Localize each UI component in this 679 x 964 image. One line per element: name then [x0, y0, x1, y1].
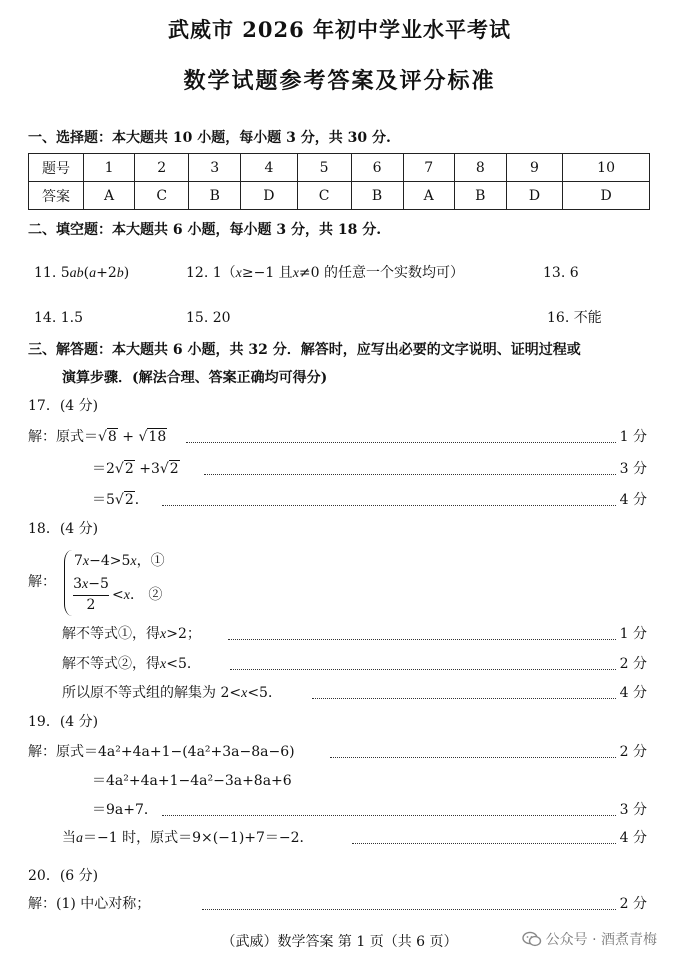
dotted-leader: [202, 909, 616, 910]
table-cell: 10: [563, 154, 650, 182]
table-cell: B: [189, 182, 241, 210]
q17-line-2: ＝2√2 +3√2: [92, 461, 179, 477]
q18-line-1: 解不等式①，得x>2；: [62, 626, 201, 642]
table-cell: B: [454, 182, 506, 210]
table-cell: D: [506, 182, 562, 210]
question-18-header: 18．(4 分): [28, 521, 99, 537]
answer-14: 14. 1.5: [34, 310, 83, 326]
fraction-bar: [73, 595, 109, 596]
question-17-header: 17．(4 分): [28, 398, 99, 414]
table-cell: 3: [189, 154, 241, 182]
dotted-leader: [228, 639, 616, 640]
table-row: [29, 182, 650, 210]
question-20-header: 20．(6 分): [28, 868, 99, 884]
section-3-heading-cont: 演算步骤．(解法合理、答案正确均可得分): [62, 370, 328, 386]
table-cell: 2: [135, 154, 189, 182]
dotted-leader: [230, 669, 616, 670]
score-mark: 2 分: [619, 656, 647, 672]
table-cell: B: [351, 182, 403, 210]
score-mark: 2 分: [619, 896, 647, 912]
table-cell: 9: [506, 154, 562, 182]
table-cell: D: [563, 182, 650, 210]
q17-line-1: 解：原式＝√8 + √18: [28, 429, 167, 445]
document-subtitle: 数学试题参考答案及评分标准: [183, 68, 496, 94]
section-3-heading: 三、解答题：本大题共 6 小题，共 32 分．解答时，应写出必要的文字说明、证明过程或: [28, 342, 581, 358]
answer-11: 11. 5ab(a+2b): [34, 265, 130, 281]
fraction-denominator: 2: [86, 597, 96, 613]
q18-jie: 解：: [28, 574, 56, 590]
table-cell: 7: [403, 154, 454, 182]
score-mark: 1 分: [619, 626, 647, 642]
section-1-heading: 一、选择题：本大题共 10 小题，每小题 3 分，共 30 分.: [28, 130, 391, 146]
q20-line-1: 解：(1) 中心对称；: [28, 896, 151, 912]
dotted-leader: [186, 442, 616, 443]
table-cell: 4: [241, 154, 297, 182]
score-mark: 3 分: [619, 461, 647, 477]
table-cell: 6: [351, 154, 403, 182]
q19-line-3: ＝9a+7．: [92, 802, 158, 818]
table-cell: C: [297, 182, 351, 210]
q18-line-2: 解不等式②，得x<5．: [62, 656, 201, 672]
q18-line-3: 所以原不等式组的解集为 2<x<5．: [62, 685, 282, 701]
watermark: 公众号 · 酒煮青梅: [522, 929, 657, 949]
q19-line-4: 当a＝−1 时，原式＝9×(−1)+7＝−2．: [62, 830, 314, 846]
table-cell: C: [135, 182, 189, 210]
q19-line-2: ＝4a²+4a+1−4a²−3a+8a+6: [92, 773, 292, 789]
q17-line-3: ＝5√2．: [92, 492, 149, 508]
table-header-cell: 题号: [29, 154, 84, 182]
document-title: 武威市 2026 年初中学业水平考试: [167, 17, 512, 42]
wechat-icon: [522, 931, 542, 947]
question-19-header: 19．(4 分): [28, 714, 99, 730]
fraction-numerator: 3x−5: [73, 576, 109, 592]
table-cell: 8: [454, 154, 506, 182]
score-mark: 3 分: [619, 802, 647, 818]
dotted-leader: [352, 843, 616, 844]
dotted-leader: [330, 757, 616, 758]
answer-12: 12. 1（x≥−1 且x≠0 的任意一个实数均可）: [186, 265, 464, 281]
answer-15: 15. 20: [186, 310, 231, 326]
answer-16: 16. 不能: [547, 310, 602, 326]
score-mark: 1 分: [619, 429, 647, 445]
inequality-2-rest: <x． ②: [112, 587, 163, 603]
score-mark: 4 分: [619, 492, 647, 508]
dotted-leader: [162, 815, 616, 816]
q19-line-1: 解：原式＝4a²+4a+1−(4a²+3a−8a−6): [28, 744, 295, 760]
dotted-leader: [204, 474, 616, 475]
table-cell: A: [403, 182, 454, 210]
dotted-leader: [312, 698, 616, 699]
score-mark: 2 分: [619, 744, 647, 760]
page-footer: （武威）数学答案 第 1 页（共 6 页）: [221, 934, 458, 950]
answer-table: [28, 153, 650, 210]
table-cell: 5: [297, 154, 351, 182]
answer-13: 13. 6: [543, 265, 579, 281]
table-cell: 1: [84, 154, 135, 182]
score-mark: 4 分: [619, 685, 647, 701]
dotted-leader: [162, 505, 616, 506]
table-cell: A: [84, 182, 135, 210]
table-header-cell: 答案: [29, 182, 84, 210]
table-row: [29, 154, 650, 182]
table-cell: D: [241, 182, 297, 210]
score-mark: 4 分: [619, 830, 647, 846]
inequality-1: 7x−4>5x，①: [74, 553, 165, 569]
section-2-heading: 二、填空题：本大题共 6 小题，每小题 3 分，共 18 分.: [28, 222, 382, 238]
